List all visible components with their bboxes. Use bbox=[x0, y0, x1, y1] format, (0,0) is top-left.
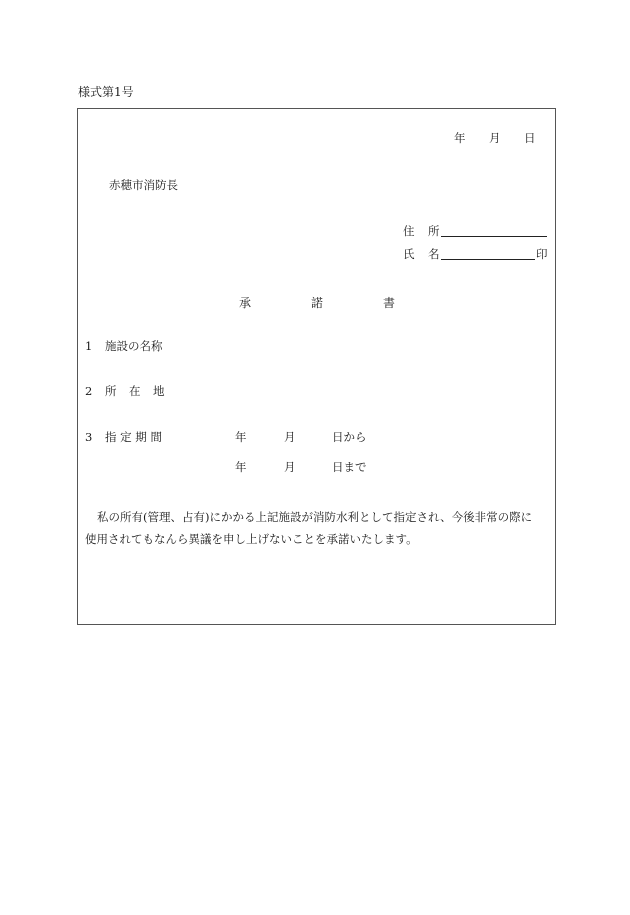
form-number: 様式第1号 bbox=[78, 85, 134, 99]
title-char-3: 書 bbox=[383, 296, 396, 310]
name-label-char2: 名 bbox=[428, 247, 440, 261]
addressee: 赤穂市消防長 bbox=[109, 178, 178, 192]
period-end-year: 年 bbox=[235, 460, 247, 474]
item2-label-char3: 地 bbox=[153, 384, 165, 398]
item3-number: 3 bbox=[85, 430, 93, 444]
item2-label-char2: 在 bbox=[129, 384, 141, 398]
title-char-2: 諾 bbox=[311, 296, 324, 310]
consent-statement bbox=[85, 506, 550, 550]
date-month-label: 月 bbox=[489, 131, 501, 145]
item2-number: 2 bbox=[85, 384, 93, 398]
item1-number: 1 bbox=[85, 339, 93, 353]
item3-label: 指 定 期 間 bbox=[105, 430, 162, 444]
date-day-label: 日 bbox=[524, 131, 536, 145]
seal-mark: 印 bbox=[536, 247, 548, 261]
period-end-day: 日まで bbox=[332, 460, 367, 474]
title-char-1: 承 bbox=[239, 296, 252, 310]
item1-label: 施設の名称 bbox=[105, 339, 163, 353]
address-field[interactable] bbox=[441, 226, 547, 240]
date-year-label: 年 bbox=[454, 131, 466, 145]
name-label-char1: 氏 bbox=[403, 247, 415, 261]
address-label-char1: 住 bbox=[403, 224, 415, 238]
item2-label-char1: 所 bbox=[105, 384, 117, 398]
address-label-char2: 所 bbox=[428, 224, 440, 238]
statement-line-2: 使用されてもなんら異議を申し上げないことを承諾いたします。 bbox=[85, 532, 418, 546]
period-start-year: 年 bbox=[235, 430, 247, 444]
period-start-day: 日から bbox=[332, 430, 367, 444]
statement-line-1: 私の所有(管理、占有)にかかる上記施設が消防水利として指定され、今後非常の際に bbox=[97, 510, 533, 524]
name-field[interactable] bbox=[441, 249, 535, 263]
period-start-month: 月 bbox=[284, 430, 296, 444]
period-end-month: 月 bbox=[284, 460, 296, 474]
